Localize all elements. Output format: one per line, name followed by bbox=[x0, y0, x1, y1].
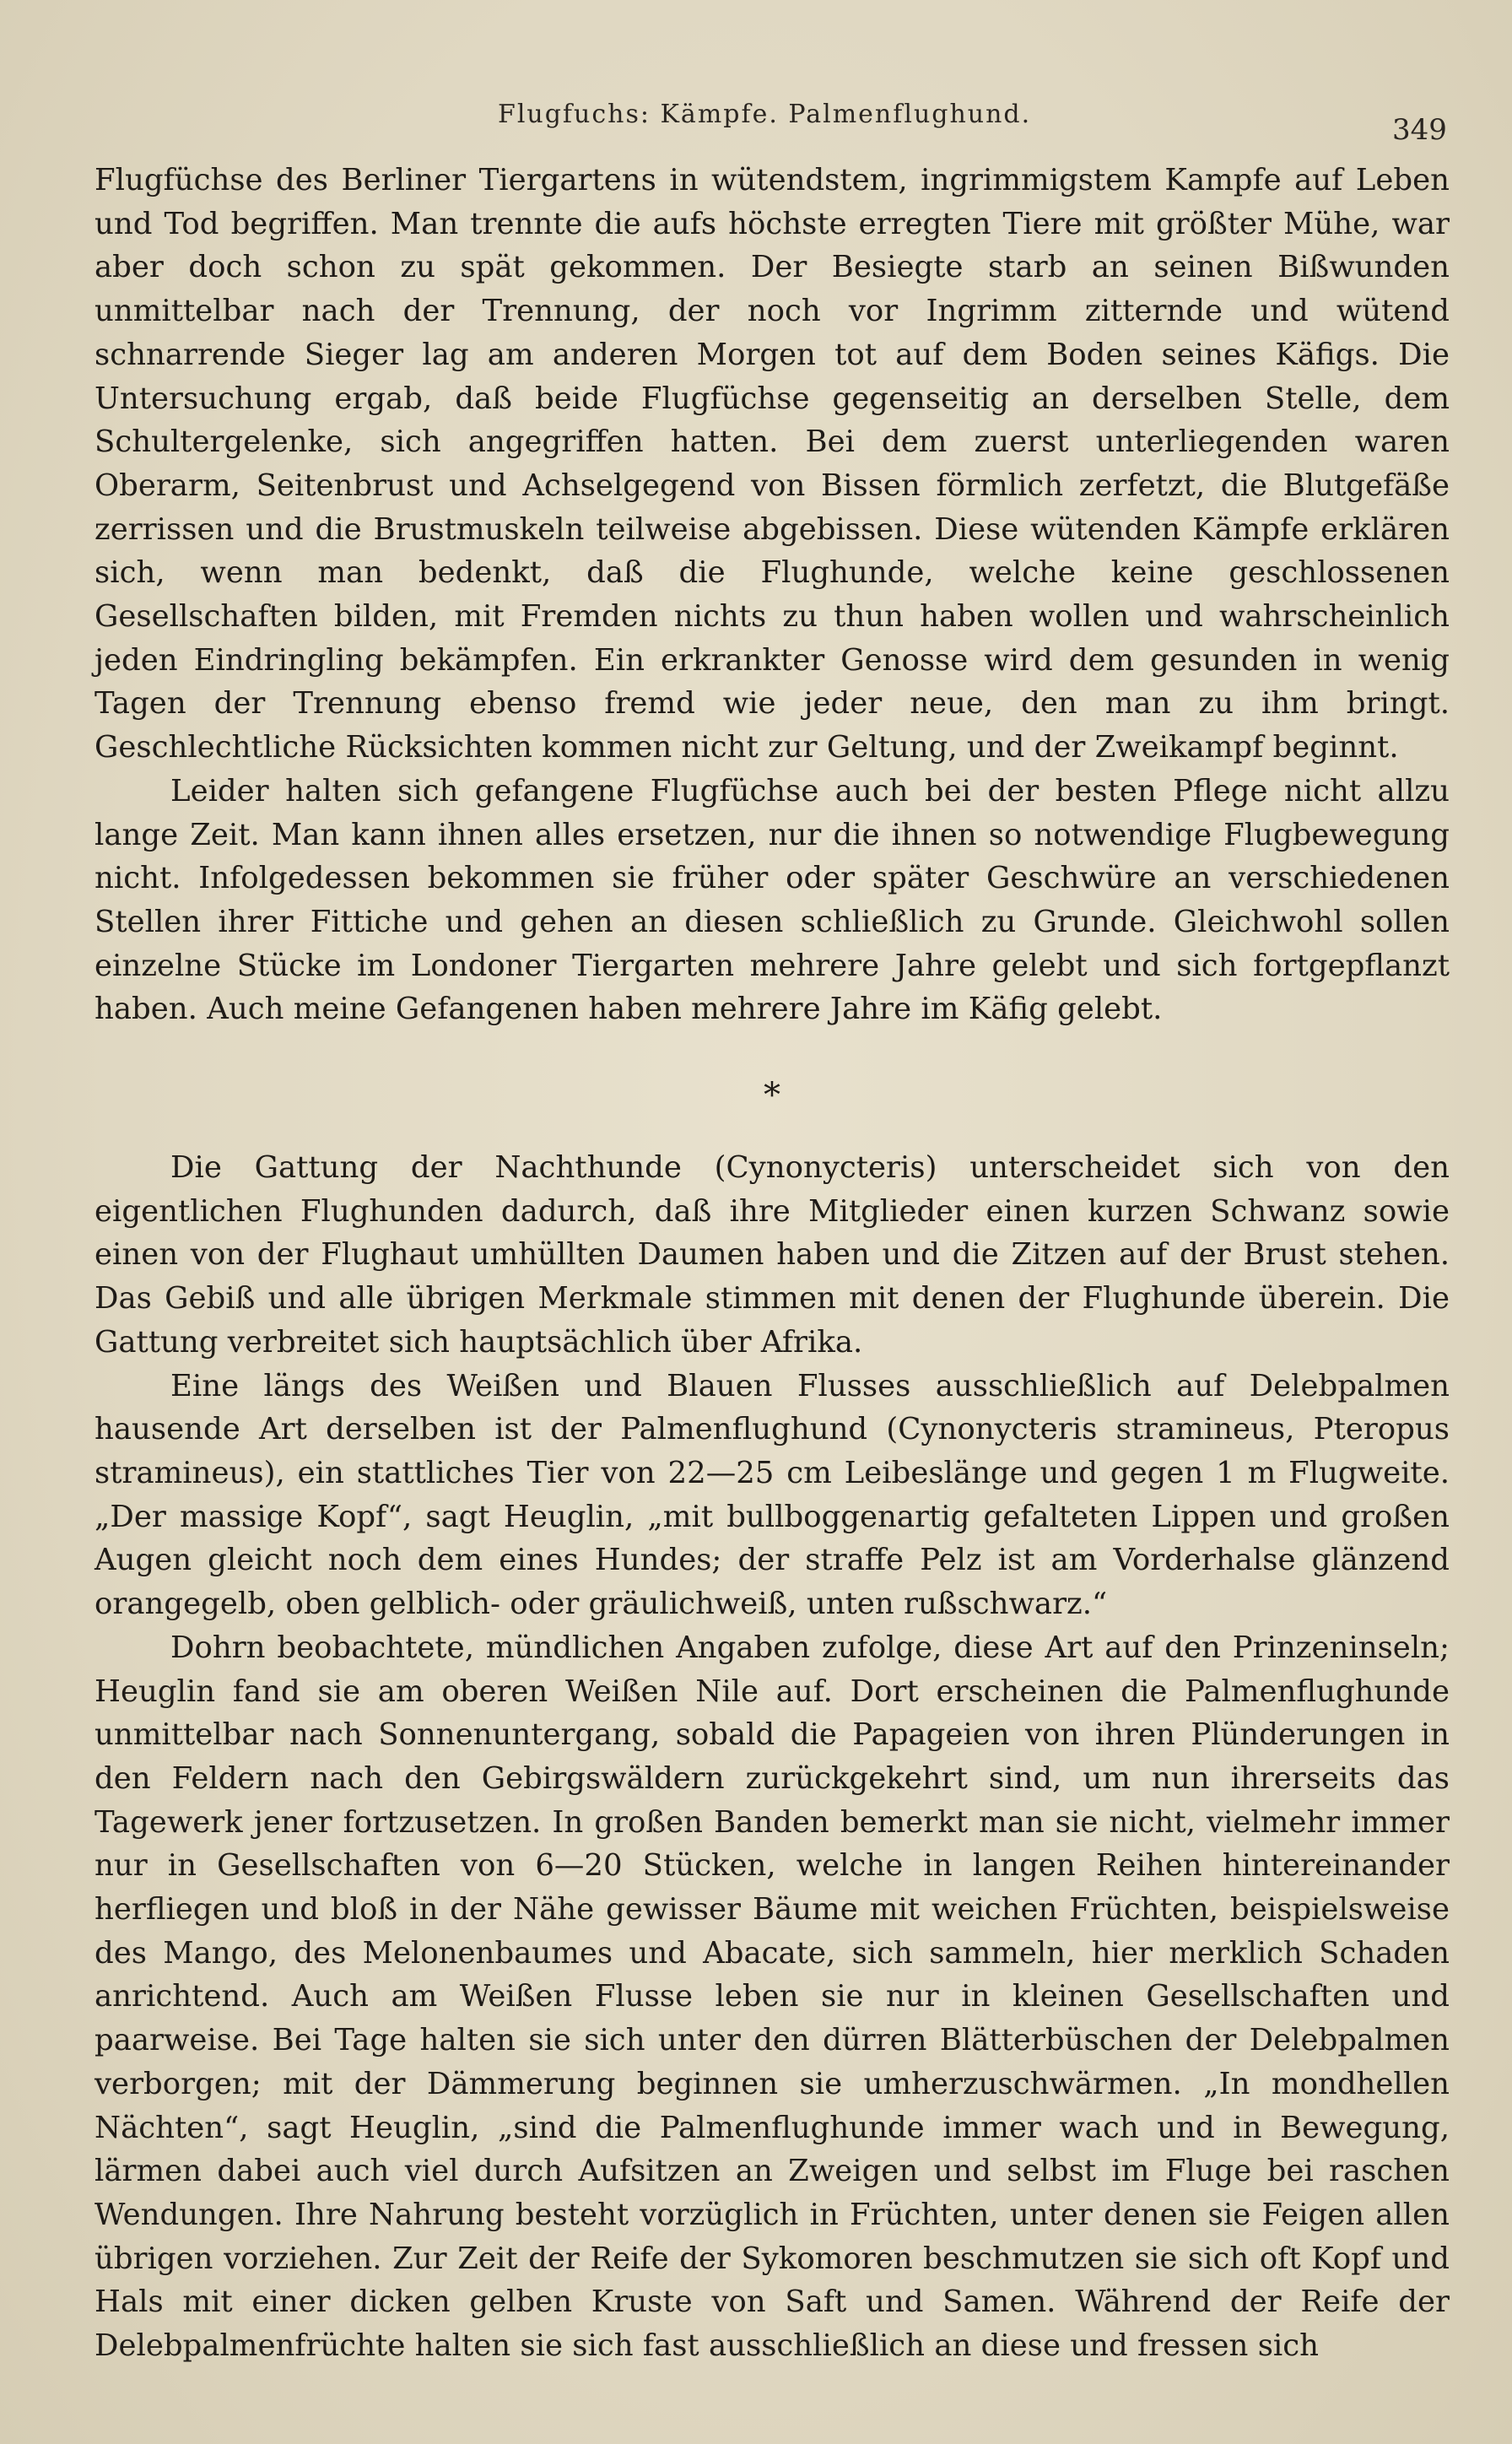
paragraph-captivity: Leider halten sich gefangene Flugfüchse auch bei der besten Pflege nicht allzu lange Zeit. Man kann ihnen alles ersetzen, nur die ihnen so notwendige Flugbewegung nicht. Infolgedessen bekommen sie früher oder später Geschwüre an verschiedenen Stellen ihrer Fittiche und gehen an diesen schließlich zu Grunde. Gleichwohl sollen einzelne Stücke im Londoner Tiergarten mehrere Jahre gelebt und sich fortgepflanzt haben. Auch meine Gefangenen haben mehrere Jahre im Käfig gelebt. bbox=[94, 773, 1450, 1027]
paragraph-behavior: Dohrn beobachtete, mündlichen Angaben zufolge, diese Art auf den Prinzeninseln; Heuglin fand sie am oberen Weißen Nile auf. Dort erscheinen die Palmenflughunde unmittelbar nach Sonnenuntergang, sobald die Papageien von ihren Plünderungen in den Feldern nach den Gebirgswäldern zurückgekehrt sind, um nun ihrerseits das Tagewerk jener fortzusetzen. In großen Banden bemerkt man sie nicht, vielmehr immer nur in Gesellschaften von 6—20 Stücken, welche in langen Reihen hintereinander herfliegen und bloß in der Nähe gewisser Bäume mit weichen Früchten, beispielsweise des Mango, des Melonenbaumes und Abacate, sich sammeln, hier merklich Schaden anrichtend. Auch am Weißen Flusse leben sie nur in kleinen Gesellschaften und paarweise. Bei Tage halten sie sich unter den dürren Blätterbüschen der Delebpalmen verborgen; mit der Dämmerung beginnen sie umherzuschwärmen. „In mondhellen Nächten“, sagt Heuglin, „sind die Palmenflughunde immer wach und in Bewegung, lärmen dabei auch viel durch Aufsitzen an Zweigen und selbst im Fluge bei raschen Wendungen. Ihre Nahrung besteht vorzüglich in Früchten, unter denen sie Feigen allen übrigen vorziehen. Zur Zeit der Reife der Sykomoren beschmutzen sie sich oft Kopf und Hals mit einer dicken gelben Kruste von Saft und Samen. Während der Reife der Delebpalmenfrüchte halten sie sich fast ausschließlich an diese und fressen sich bbox=[94, 1630, 1450, 2364]
body-text bbox=[94, 159, 1450, 2368]
page-number: 349 bbox=[1392, 113, 1447, 147]
section-separator: * bbox=[764, 1076, 780, 1116]
running-title: Flugfuchs: Kämpfe. Palmenflughund. bbox=[498, 100, 1032, 129]
page-header bbox=[0, 100, 1512, 150]
paragraph-palm-flying-dog: Eine längs des Weißen und Blauen Flusses ausschließlich auf Delebpalmen hausende Art derselben ist der Palmenflughund (Cynonycteris stramineus, Pteropus stramineus), ein stattliches Tier von 22—25 cm Leibeslänge und gegen 1 m Flugweite. „Der massige Kopf“, sagt Heuglin, „mit bullboggenartig gefalteten Lippen und großen Augen gleicht noch dem eines Hundes; der straffe Pelz ist am Vorderhalse glänzend orangegelb, oben gelblich- oder gräulichweiß, unten rußschwarz.“ bbox=[94, 1368, 1450, 1622]
paragraph-genus-description: Die Gattung der Nachthunde (Cynonycteris) unterscheidet sich von den eigentlichen Flughunden dadurch, daß ihre Mitglieder einen kurzen Schwanz sowie einen von der Flughaut umhüllten Daumen haben und die Zitzen auf der Brust stehen. Das Gebiß und alle übrigen Merkmale stimmen mit denen der Flughunde überein. Die Gattung verbreitet sich hauptsächlich über Afrika. bbox=[94, 1150, 1450, 1360]
paragraph-continuation: Flugfüchse des Berliner Tiergartens in wütendstem, ingrimmigstem Kampfe auf Leben und Tod begriffen. Man trennte die aufs höchste erregten Tiere mit größter Mühe, war aber doch schon zu spät gekommen. Der Besiegte starb an seinen Bißwunden unmittelbar nach der Trennung, der noch vor Ingrimm zitternde und wütend schnarrende Sieger lag am anderen Morgen tot auf dem Boden seines Käfigs. Die Untersuchung ergab, daß beide Flugfüchse gegenseitig an derselben Stelle, dem Schultergelenke, sich angegriffen hatten. Bei dem zuerst unterliegenden waren Oberarm, Seitenbrust und Achselgegend von Bissen förmlich zerfetzt, die Blutgefäße zerrissen und die Brustmuskeln teilweise abgebissen. Diese wütenden Kämpfe erklären sich, wenn man bedenkt, daß die Flughunde, welche keine geschlossenen Gesellschaften bilden, mit Fremden nichts zu thun haben wollen und wahrscheinlich jeden Eindringling bekämpfen. Ein erkrankter Genosse wird dem gesunden in wenig Tagen der Trennung ebenso fremd wie jeder neue, den man zu ihm bringt. Geschlechtliche Rücksichten kommen nicht zur Geltung, und der Zweikampf beginnt. bbox=[94, 163, 1450, 765]
